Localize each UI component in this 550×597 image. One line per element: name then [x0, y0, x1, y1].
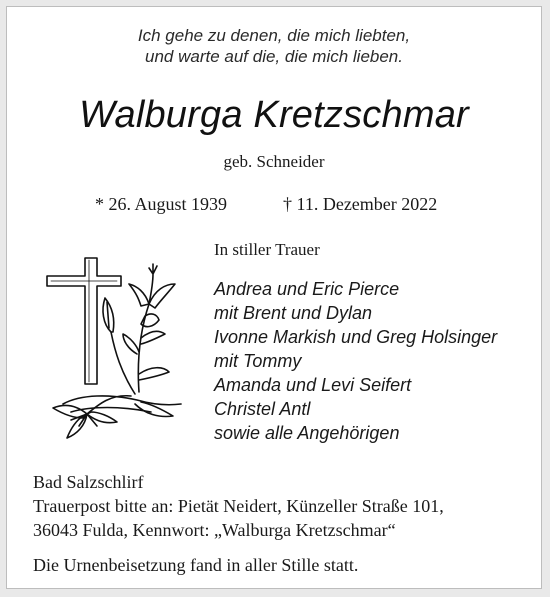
motto-quote [7, 25, 541, 67]
address-line: 36043 Fulda, Kennwort: „Walburga Kretzschmar“ [33, 520, 396, 540]
mourner-entry: Christel Antl [214, 399, 311, 419]
grief-line: In stiller Trauer [214, 240, 320, 259]
motto-line-2: und warte auf die, die mich lieben. [145, 47, 403, 66]
mourner-entry: Andrea und Eric Pierce [214, 279, 400, 299]
place-name: Bad Salzschlirf [33, 472, 144, 492]
birth-date: * 26. August 1939 [95, 194, 228, 214]
mourning-contact [33, 470, 533, 542]
closing-note: Die Urnenbeisetzung fand in aller Stille statt. [33, 555, 359, 575]
mourners-list [214, 277, 497, 445]
motto-line-1: Ich gehe zu denen, die mich liebten, [137, 26, 411, 45]
mourner-entry: mit Tommy [214, 351, 302, 371]
mourner-entry: sowie alle Angehörigen [214, 423, 400, 443]
mail-line: Trauerpost bitte an: Pietät Neidert, Künzeller Straße 101, [33, 496, 444, 516]
born-name: geb. Schneider [223, 152, 325, 171]
obituary-notice [6, 6, 542, 589]
death-date: † 11. Dezember 2022 [283, 194, 438, 214]
deceased-name: Walburga Kretzschmar [79, 94, 469, 136]
mourner-entry: mit Brent und Dylan [214, 303, 373, 323]
mourner-entry: Amanda und Levi Seifert [214, 375, 412, 395]
cross-with-lilies-icon [41, 254, 191, 449]
mourner-entry: Ivonne Markish und Greg Holsinger [214, 327, 498, 347]
